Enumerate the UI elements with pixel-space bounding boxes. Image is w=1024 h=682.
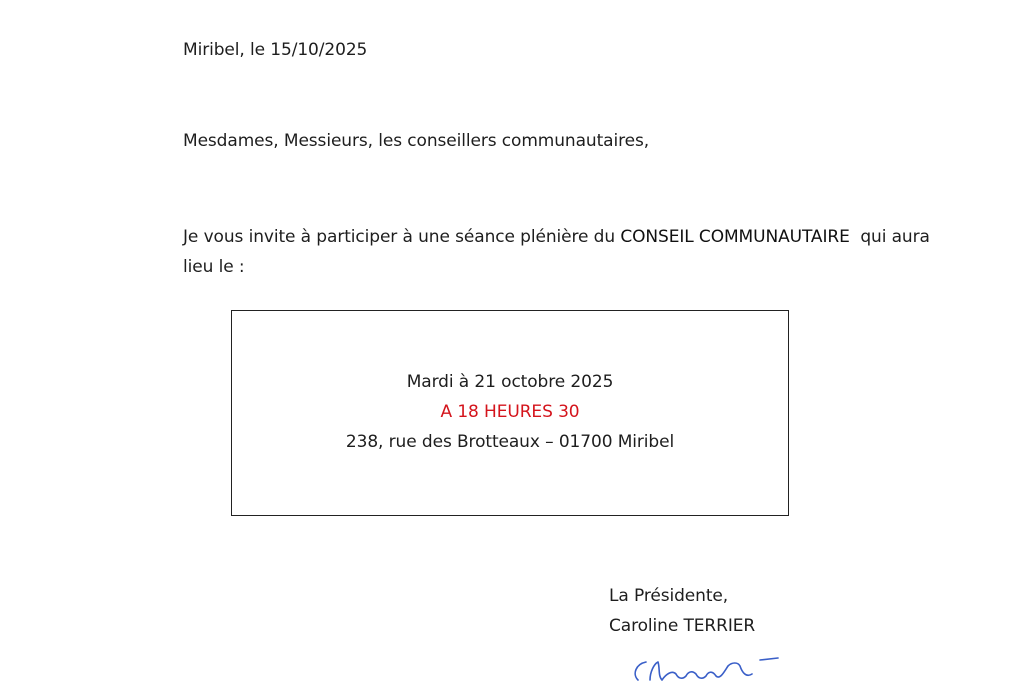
invitation-text-end: qui aura lieu le : bbox=[183, 227, 936, 277]
invitation-paragraph bbox=[183, 222, 943, 282]
meeting-date: Mardi à 21 octobre 2025 bbox=[406, 372, 614, 392]
signature-stroke bbox=[635, 658, 778, 680]
signature-block bbox=[609, 581, 755, 641]
invitation-text-start: Je vous invite à participer à une séance plénière du bbox=[183, 227, 621, 247]
meeting-time: A 18 HEURES 30 bbox=[440, 402, 580, 422]
council-name: CONSEIL COMMUNAUTAIRE bbox=[620, 227, 850, 247]
signatory-title: La Présidente, bbox=[609, 586, 729, 606]
meeting-details-box bbox=[231, 310, 789, 516]
handwritten-signature bbox=[628, 652, 788, 682]
salutation: Mesdames, Messieurs, les conseillers communautaires, bbox=[183, 131, 650, 151]
meeting-address: 238, rue des Brotteaux – 01700 Miribel bbox=[345, 432, 675, 452]
place-and-date: Miribel, le 15/10/2025 bbox=[183, 40, 368, 60]
signatory-name: Caroline TERRIER bbox=[609, 616, 756, 636]
